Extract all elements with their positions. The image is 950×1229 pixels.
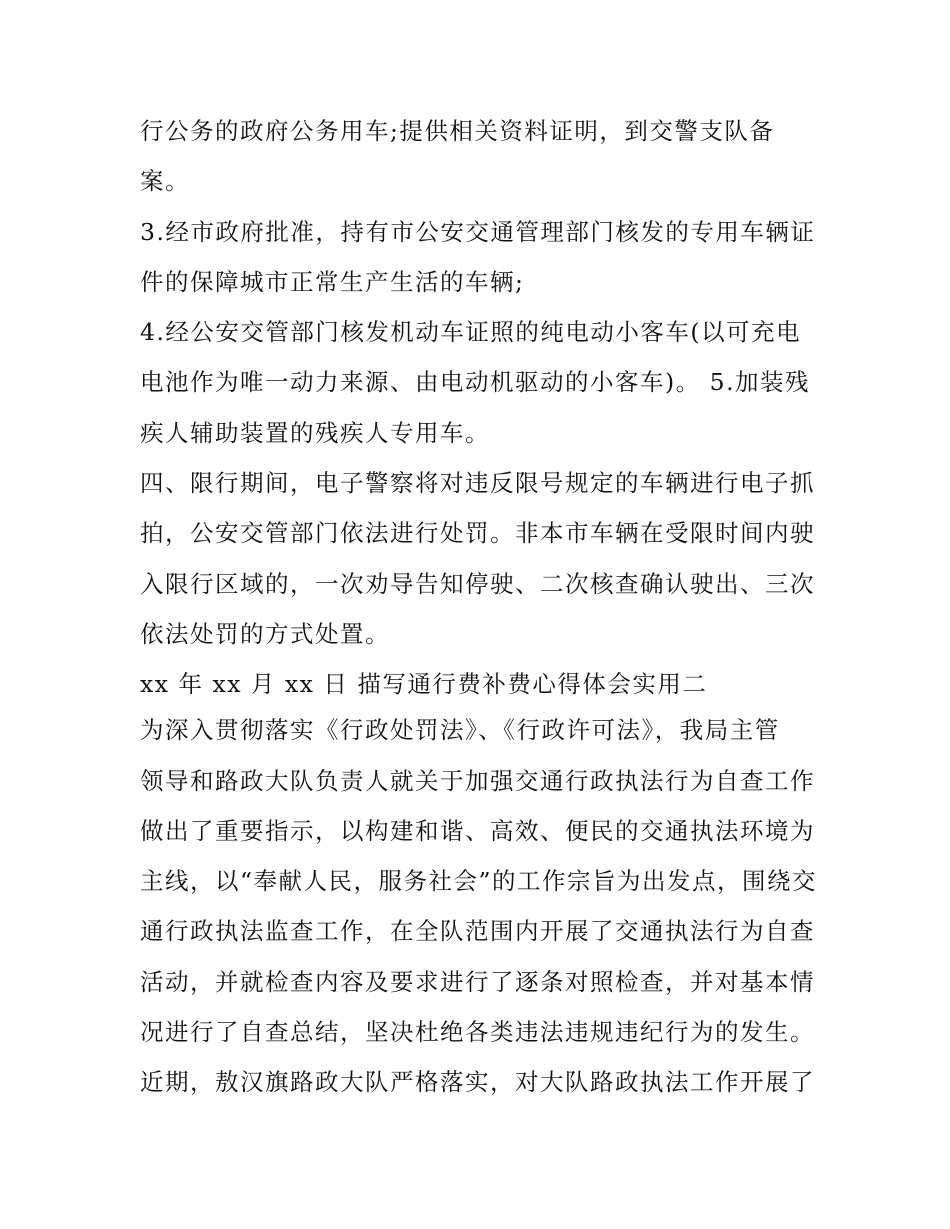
text-line: 做出了重要指示，以构建和谐、高效、便民的交通执法环境为	[140, 816, 815, 845]
text-line: 通行政执法监查工作，在全队范围内开展了交通执法行为自查	[140, 917, 815, 946]
text-line: 近期，敖汉旗路政大队严格落实，对大队路政执法工作开展了	[140, 1068, 815, 1097]
text-line: 依法处罚的方式处置。	[140, 619, 390, 648]
text-line: 入限行区域的，一次劝导告知停驶、二次核查确认驶出、三次	[140, 569, 815, 598]
document-body	[140, 106, 820, 1108]
text-line: 四、限行期间，电子警察将对违反限号规定的车辆进行电子抓	[140, 469, 815, 498]
text-line: 行公务的政府公务用车;提供相关资料证明，到交警支队备	[140, 117, 775, 145]
text-line: 拍，公安交管部门依法进行处罚。非本市车辆在受限时间内驶	[140, 519, 815, 548]
text-line: 件的保障城市正常生产生活的车辆;	[140, 267, 525, 296]
text-line: 领导和路政大队负责人就关于加强交通行政执法行为自查工作	[140, 766, 815, 795]
text-line: 疾人辅助装置的残疾人专用车。	[140, 418, 490, 447]
text-line: 主线，以“奉献人民，服务社会”的工作宗旨为出发点，围绕交	[140, 867, 818, 896]
text-line: 活动，并就检查内容及要求进行了逐条对照检查，并对基本情	[140, 967, 815, 996]
text-line: 电池作为唯一动力来源、由电动机驱动的小客车)。 5.加装残	[140, 368, 811, 397]
text-line: 况进行了自查总结，坚决杜绝各类违法违规违纪行为的发生。	[140, 1018, 815, 1047]
section-heading-line: xx 年 xx 月 xx 日 描写通行费补费心得体会实用二	[140, 670, 708, 699]
text-line: 为深入贯彻落实《行政处罚法》、《行政许可法》，我局主管	[140, 716, 780, 745]
text-line: 案。	[140, 167, 190, 196]
text-line: 3.经市政府批准，持有市公安交通管理部门核发的专用车辆证	[140, 217, 816, 246]
text-line: 4.经公安交管部门核发机动车证照的纯电动小客车(以可充电	[140, 318, 802, 347]
